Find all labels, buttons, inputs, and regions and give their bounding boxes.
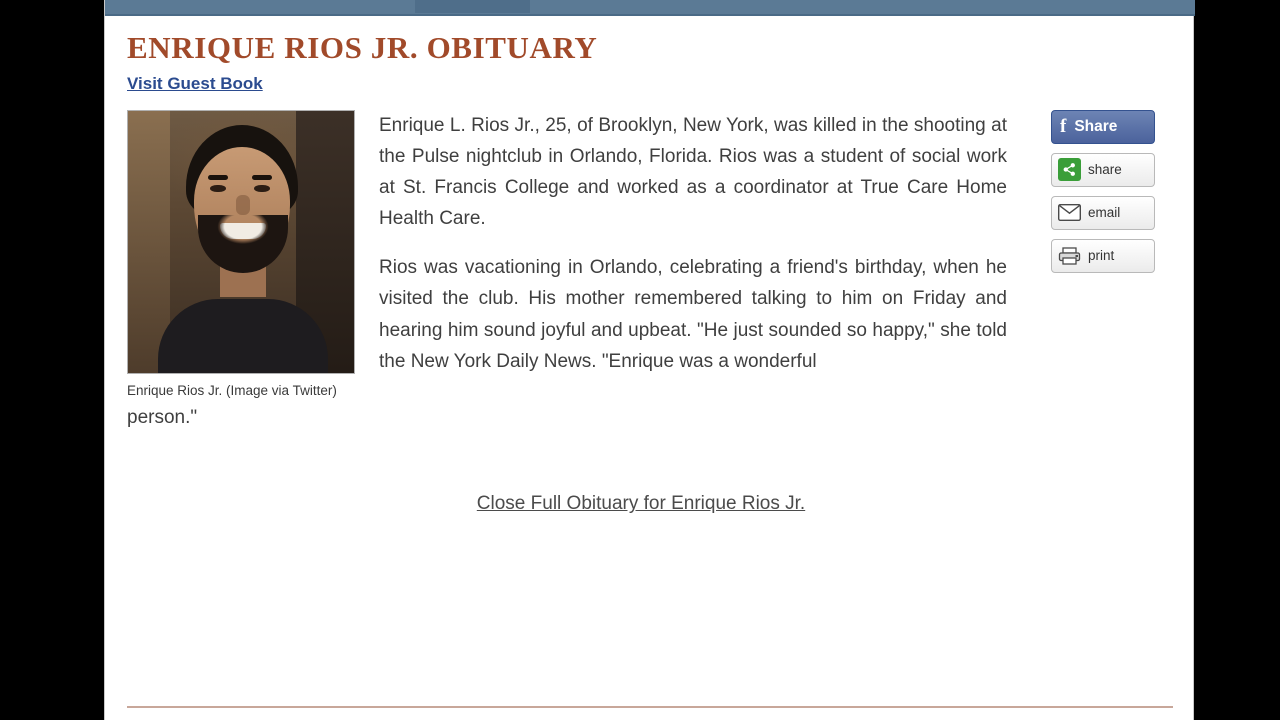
obituary-paragraph: Rios was vacationing in Orlando, celebrating a friend's birthday, when he visited the club. His mother remembered talking to him on Friday and hearing him sound joyful and upbeat. "He just sounded so happy," she told the New York Daily News. "Enrique was a wonderful (379, 257, 1007, 372)
facebook-icon: f (1060, 116, 1067, 138)
print-button[interactable] (1051, 239, 1155, 273)
visit-guest-book-link[interactable]: Visit Guest Book (127, 73, 263, 93)
obituary-body (127, 110, 1175, 398)
email-button[interactable] (1051, 196, 1155, 230)
obituary-text (379, 110, 1007, 377)
print-label: print (1088, 248, 1115, 264)
share-toolbar (1051, 110, 1157, 282)
close-full-obituary-link[interactable]: Close Full Obituary for Enrique Rios Jr. (476, 493, 806, 515)
right-letterbox (1194, 0, 1280, 720)
share-button[interactable] (1051, 153, 1155, 187)
share-label: share (1088, 162, 1122, 178)
photo-column (127, 110, 355, 401)
photo-caption: Enrique Rios Jr. (Image via Twitter) (127, 382, 337, 398)
facebook-share-label: Share (1074, 117, 1118, 135)
printer-icon (1057, 244, 1081, 268)
email-label: email (1088, 205, 1121, 221)
obituary-page (104, 0, 1194, 720)
obituary-photo (127, 110, 355, 374)
obituary-overflow-text: person." (127, 407, 198, 429)
share-nodes-icon (1057, 158, 1081, 182)
close-obituary-wrap (127, 493, 1155, 515)
envelope-icon (1057, 201, 1081, 225)
facebook-share-button[interactable] (1051, 110, 1155, 144)
bottom-divider (127, 706, 1173, 708)
site-top-bar (105, 0, 1195, 16)
page-title: ENRIQUE RIOS JR. OBITUARY (127, 30, 598, 65)
top-bar-segment (415, 0, 530, 13)
obituary-paragraph: Enrique L. Rios Jr., 25, of Brooklyn, New York, was killed in the shooting at the Pulse nightclub in Orlando, Florida. Rios was a student of social work at St. Francis College and worked as a coordinator at True Care Home Health Care. (379, 114, 1007, 230)
obituary-content (127, 30, 1175, 515)
left-letterbox (0, 0, 104, 720)
